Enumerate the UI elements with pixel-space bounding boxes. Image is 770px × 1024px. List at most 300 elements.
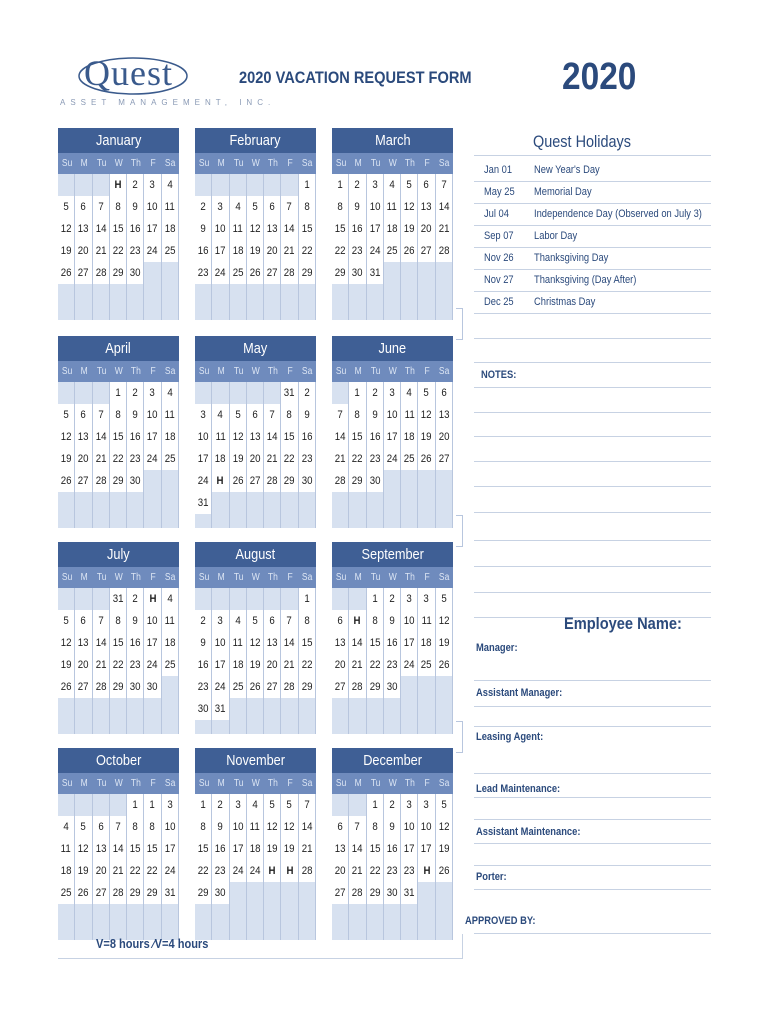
day-cell[interactable]: 4 <box>212 404 229 426</box>
day-cell[interactable]: 31 <box>281 382 298 404</box>
day-cell[interactable] <box>162 262 179 284</box>
day-cell[interactable]: 3 <box>212 196 229 218</box>
day-cell[interactable] <box>162 284 179 306</box>
day-cell[interactable]: H <box>212 470 229 492</box>
day-cell[interactable] <box>281 174 298 196</box>
day-cell[interactable]: 1 <box>367 794 384 816</box>
day-cell[interactable]: 21 <box>93 654 110 676</box>
day-cell[interactable]: 24 <box>401 654 418 676</box>
day-cell[interactable] <box>332 794 349 816</box>
day-cell[interactable]: 2 <box>384 794 401 816</box>
day-cell[interactable] <box>75 492 92 514</box>
day-cell[interactable]: 3 <box>144 174 161 196</box>
day-cell[interactable] <box>418 882 435 904</box>
day-cell[interactable]: 21 <box>264 448 281 470</box>
day-cell[interactable]: 21 <box>436 218 453 240</box>
day-cell[interactable]: 29 <box>367 882 384 904</box>
day-cell[interactable]: 15 <box>332 218 349 240</box>
day-cell[interactable] <box>332 698 349 720</box>
day-cell[interactable]: 30 <box>367 470 384 492</box>
day-cell[interactable] <box>212 284 229 306</box>
day-cell[interactable]: 24 <box>384 448 401 470</box>
day-cell[interactable]: 22 <box>332 240 349 262</box>
day-cell[interactable]: 15 <box>281 426 298 448</box>
day-cell[interactable] <box>299 882 316 904</box>
day-cell[interactable] <box>162 698 179 720</box>
day-cell[interactable]: 17 <box>144 632 161 654</box>
day-cell[interactable]: 26 <box>401 240 418 262</box>
day-cell[interactable]: 10 <box>144 610 161 632</box>
day-cell[interactable]: 10 <box>230 816 247 838</box>
day-cell[interactable]: 23 <box>401 860 418 882</box>
day-cell[interactable]: 31 <box>367 262 384 284</box>
day-cell[interactable]: 13 <box>75 426 92 448</box>
day-cell[interactable]: 22 <box>367 654 384 676</box>
day-cell[interactable]: 17 <box>384 426 401 448</box>
day-cell[interactable] <box>401 904 418 926</box>
day-cell[interactable]: 12 <box>58 632 75 654</box>
day-cell[interactable] <box>127 698 144 720</box>
day-cell[interactable]: 7 <box>349 816 366 838</box>
day-cell[interactable]: 21 <box>110 860 127 882</box>
day-cell[interactable]: 16 <box>127 426 144 448</box>
day-cell[interactable]: 28 <box>349 882 366 904</box>
day-cell[interactable]: 14 <box>93 426 110 448</box>
day-cell[interactable] <box>75 284 92 306</box>
day-cell[interactable]: 2 <box>367 382 384 404</box>
day-cell[interactable] <box>93 174 110 196</box>
day-cell[interactable] <box>418 262 435 284</box>
day-cell[interactable]: 9 <box>195 218 212 240</box>
day-cell[interactable]: 18 <box>401 426 418 448</box>
day-cell[interactable] <box>264 284 281 306</box>
day-cell[interactable]: 9 <box>299 404 316 426</box>
day-cell[interactable]: 6 <box>436 382 453 404</box>
day-cell[interactable] <box>75 904 92 926</box>
day-cell[interactable]: 15 <box>299 632 316 654</box>
day-cell[interactable]: 31 <box>110 588 127 610</box>
day-cell[interactable] <box>110 794 127 816</box>
day-cell[interactable]: 2 <box>195 196 212 218</box>
day-cell[interactable]: 24 <box>162 860 179 882</box>
day-cell[interactable]: 25 <box>162 240 179 262</box>
day-cell[interactable] <box>93 492 110 514</box>
day-cell[interactable] <box>401 676 418 698</box>
day-cell[interactable]: 20 <box>332 654 349 676</box>
day-cell[interactable]: 25 <box>418 654 435 676</box>
day-cell[interactable] <box>144 904 161 926</box>
day-cell[interactable] <box>367 904 384 926</box>
day-cell[interactable] <box>144 262 161 284</box>
day-cell[interactable]: 5 <box>401 174 418 196</box>
day-cell[interactable]: 8 <box>367 816 384 838</box>
day-cell[interactable]: 19 <box>58 240 75 262</box>
day-cell[interactable] <box>162 676 179 698</box>
day-cell[interactable]: 12 <box>264 816 281 838</box>
day-cell[interactable] <box>264 174 281 196</box>
day-cell[interactable]: 12 <box>436 816 453 838</box>
day-cell[interactable] <box>332 492 349 514</box>
day-cell[interactable]: 6 <box>247 404 264 426</box>
day-cell[interactable] <box>93 588 110 610</box>
day-cell[interactable]: 26 <box>58 262 75 284</box>
day-cell[interactable]: 25 <box>162 448 179 470</box>
day-cell[interactable]: 9 <box>127 196 144 218</box>
day-cell[interactable]: 1 <box>299 588 316 610</box>
day-cell[interactable]: 29 <box>281 470 298 492</box>
day-cell[interactable]: 13 <box>418 196 435 218</box>
day-cell[interactable]: 27 <box>436 448 453 470</box>
day-cell[interactable]: 25 <box>384 240 401 262</box>
day-cell[interactable]: 5 <box>58 196 75 218</box>
day-cell[interactable]: 28 <box>93 676 110 698</box>
day-cell[interactable]: 11 <box>162 404 179 426</box>
day-cell[interactable]: 30 <box>384 676 401 698</box>
day-cell[interactable] <box>349 698 366 720</box>
day-cell[interactable] <box>299 904 316 926</box>
day-cell[interactable]: 22 <box>195 860 212 882</box>
day-cell[interactable] <box>195 382 212 404</box>
day-cell[interactable]: 30 <box>127 676 144 698</box>
day-cell[interactable]: 17 <box>401 632 418 654</box>
day-cell[interactable]: 25 <box>401 448 418 470</box>
day-cell[interactable]: 24 <box>144 448 161 470</box>
day-cell[interactable] <box>127 904 144 926</box>
day-cell[interactable] <box>281 882 298 904</box>
day-cell[interactable] <box>230 904 247 926</box>
day-cell[interactable]: 14 <box>93 632 110 654</box>
day-cell[interactable]: 23 <box>367 448 384 470</box>
day-cell[interactable]: 23 <box>127 448 144 470</box>
day-cell[interactable]: 7 <box>281 196 298 218</box>
day-cell[interactable] <box>264 588 281 610</box>
day-cell[interactable]: 9 <box>195 632 212 654</box>
day-cell[interactable]: 26 <box>58 676 75 698</box>
day-cell[interactable]: 17 <box>144 218 161 240</box>
day-cell[interactable]: 11 <box>212 426 229 448</box>
day-cell[interactable]: 4 <box>162 382 179 404</box>
day-cell[interactable] <box>299 698 316 720</box>
day-cell[interactable] <box>58 698 75 720</box>
day-cell[interactable]: 14 <box>299 816 316 838</box>
day-cell[interactable]: 1 <box>195 794 212 816</box>
day-cell[interactable]: 29 <box>127 882 144 904</box>
day-cell[interactable]: 4 <box>58 816 75 838</box>
day-cell[interactable]: 9 <box>127 404 144 426</box>
day-cell[interactable]: 5 <box>58 404 75 426</box>
day-cell[interactable] <box>401 470 418 492</box>
day-cell[interactable] <box>418 904 435 926</box>
day-cell[interactable]: 8 <box>332 196 349 218</box>
day-cell[interactable]: 29 <box>332 262 349 284</box>
day-cell[interactable]: 20 <box>418 218 435 240</box>
day-cell[interactable]: 17 <box>195 448 212 470</box>
day-cell[interactable]: 8 <box>144 816 161 838</box>
day-cell[interactable]: 28 <box>281 676 298 698</box>
day-cell[interactable] <box>247 174 264 196</box>
day-cell[interactable]: 30 <box>212 882 229 904</box>
day-cell[interactable] <box>127 284 144 306</box>
day-cell[interactable]: 2 <box>127 174 144 196</box>
day-cell[interactable]: 19 <box>436 838 453 860</box>
day-cell[interactable] <box>58 284 75 306</box>
day-cell[interactable]: 4 <box>230 610 247 632</box>
day-cell[interactable] <box>349 492 366 514</box>
day-cell[interactable]: 15 <box>299 218 316 240</box>
day-cell[interactable] <box>436 284 453 306</box>
day-cell[interactable]: 6 <box>75 610 92 632</box>
day-cell[interactable]: 23 <box>127 240 144 262</box>
day-cell[interactable]: 19 <box>58 654 75 676</box>
day-cell[interactable]: 8 <box>110 196 127 218</box>
day-cell[interactable]: 24 <box>367 240 384 262</box>
day-cell[interactable]: 10 <box>384 404 401 426</box>
day-cell[interactable] <box>401 262 418 284</box>
day-cell[interactable]: 1 <box>349 382 366 404</box>
day-cell[interactable]: 6 <box>332 816 349 838</box>
day-cell[interactable]: 13 <box>332 632 349 654</box>
day-cell[interactable]: 17 <box>230 838 247 860</box>
day-cell[interactable]: 9 <box>367 404 384 426</box>
day-cell[interactable] <box>436 470 453 492</box>
day-cell[interactable]: 15 <box>127 838 144 860</box>
day-cell[interactable]: 29 <box>195 882 212 904</box>
day-cell[interactable] <box>212 492 229 514</box>
day-cell[interactable] <box>144 698 161 720</box>
day-cell[interactable]: 15 <box>110 218 127 240</box>
day-cell[interactable]: 10 <box>401 816 418 838</box>
day-cell[interactable]: 14 <box>110 838 127 860</box>
day-cell[interactable]: H <box>144 588 161 610</box>
day-cell[interactable]: 13 <box>75 632 92 654</box>
day-cell[interactable]: 3 <box>212 610 229 632</box>
day-cell[interactable]: 12 <box>247 632 264 654</box>
day-cell[interactable] <box>93 698 110 720</box>
day-cell[interactable] <box>436 262 453 284</box>
day-cell[interactable] <box>264 698 281 720</box>
day-cell[interactable]: 24 <box>247 860 264 882</box>
day-cell[interactable]: 5 <box>75 816 92 838</box>
day-cell[interactable]: 28 <box>281 262 298 284</box>
day-cell[interactable]: 17 <box>144 426 161 448</box>
day-cell[interactable] <box>299 284 316 306</box>
day-cell[interactable]: 23 <box>384 654 401 676</box>
day-cell[interactable]: 12 <box>436 610 453 632</box>
day-cell[interactable]: 5 <box>247 196 264 218</box>
day-cell[interactable] <box>212 904 229 926</box>
day-cell[interactable] <box>110 698 127 720</box>
day-cell[interactable] <box>58 904 75 926</box>
day-cell[interactable]: 6 <box>75 404 92 426</box>
day-cell[interactable]: 12 <box>418 404 435 426</box>
day-cell[interactable]: 17 <box>162 838 179 860</box>
day-cell[interactable]: 8 <box>195 816 212 838</box>
day-cell[interactable]: 25 <box>58 882 75 904</box>
day-cell[interactable]: 8 <box>367 610 384 632</box>
day-cell[interactable] <box>127 492 144 514</box>
day-cell[interactable]: 15 <box>367 838 384 860</box>
day-cell[interactable]: 18 <box>162 218 179 240</box>
day-cell[interactable]: 13 <box>93 838 110 860</box>
day-cell[interactable]: 20 <box>75 448 92 470</box>
day-cell[interactable]: 5 <box>230 404 247 426</box>
day-cell[interactable]: 7 <box>93 404 110 426</box>
day-cell[interactable] <box>75 382 92 404</box>
day-cell[interactable] <box>110 904 127 926</box>
day-cell[interactable]: 9 <box>384 610 401 632</box>
day-cell[interactable]: 21 <box>281 240 298 262</box>
day-cell[interactable]: 6 <box>264 196 281 218</box>
day-cell[interactable]: 21 <box>332 448 349 470</box>
day-cell[interactable]: 16 <box>195 240 212 262</box>
day-cell[interactable]: 22 <box>144 860 161 882</box>
day-cell[interactable]: 24 <box>195 470 212 492</box>
day-cell[interactable] <box>349 588 366 610</box>
day-cell[interactable]: 26 <box>247 676 264 698</box>
day-cell[interactable]: 2 <box>127 588 144 610</box>
day-cell[interactable]: 12 <box>401 196 418 218</box>
day-cell[interactable]: 1 <box>299 174 316 196</box>
day-cell[interactable]: 14 <box>281 632 298 654</box>
day-cell[interactable] <box>436 904 453 926</box>
day-cell[interactable]: 17 <box>367 218 384 240</box>
day-cell[interactable] <box>281 698 298 720</box>
day-cell[interactable]: 6 <box>332 610 349 632</box>
day-cell[interactable]: 27 <box>264 676 281 698</box>
day-cell[interactable] <box>247 698 264 720</box>
day-cell[interactable]: 12 <box>230 426 247 448</box>
day-cell[interactable]: 14 <box>436 196 453 218</box>
day-cell[interactable]: 22 <box>110 240 127 262</box>
day-cell[interactable] <box>212 174 229 196</box>
day-cell[interactable]: 8 <box>110 610 127 632</box>
day-cell[interactable]: 29 <box>367 676 384 698</box>
day-cell[interactable]: 20 <box>264 654 281 676</box>
day-cell[interactable] <box>230 492 247 514</box>
day-cell[interactable]: 4 <box>384 174 401 196</box>
day-cell[interactable]: 20 <box>247 448 264 470</box>
day-cell[interactable] <box>418 676 435 698</box>
day-cell[interactable]: 29 <box>299 676 316 698</box>
day-cell[interactable]: 11 <box>230 218 247 240</box>
day-cell[interactable] <box>436 698 453 720</box>
day-cell[interactable]: 23 <box>212 860 229 882</box>
day-cell[interactable]: 19 <box>247 654 264 676</box>
day-cell[interactable]: 29 <box>110 470 127 492</box>
day-cell[interactable]: 18 <box>58 860 75 882</box>
day-cell[interactable]: 22 <box>299 654 316 676</box>
day-cell[interactable]: 14 <box>349 632 366 654</box>
day-cell[interactable]: 17 <box>418 838 435 860</box>
day-cell[interactable]: 19 <box>75 860 92 882</box>
day-cell[interactable] <box>384 492 401 514</box>
day-cell[interactable]: 28 <box>93 470 110 492</box>
day-cell[interactable] <box>75 794 92 816</box>
day-cell[interactable] <box>230 698 247 720</box>
day-cell[interactable]: 27 <box>332 882 349 904</box>
day-cell[interactable] <box>332 284 349 306</box>
day-cell[interactable] <box>75 588 92 610</box>
day-cell[interactable]: 27 <box>75 262 92 284</box>
day-cell[interactable]: 1 <box>127 794 144 816</box>
day-cell[interactable]: 31 <box>401 882 418 904</box>
day-cell[interactable] <box>58 794 75 816</box>
day-cell[interactable] <box>299 492 316 514</box>
day-cell[interactable]: 10 <box>162 816 179 838</box>
day-cell[interactable]: 25 <box>162 654 179 676</box>
day-cell[interactable]: 8 <box>299 610 316 632</box>
day-cell[interactable]: 29 <box>299 262 316 284</box>
day-cell[interactable]: 22 <box>349 448 366 470</box>
day-cell[interactable]: 10 <box>418 816 435 838</box>
day-cell[interactable]: 19 <box>281 838 298 860</box>
day-cell[interactable]: 26 <box>418 448 435 470</box>
day-cell[interactable]: 13 <box>264 218 281 240</box>
day-cell[interactable]: 26 <box>436 860 453 882</box>
day-cell[interactable] <box>418 698 435 720</box>
day-cell[interactable] <box>212 588 229 610</box>
day-cell[interactable] <box>332 382 349 404</box>
day-cell[interactable]: 6 <box>93 816 110 838</box>
day-cell[interactable]: 18 <box>162 632 179 654</box>
day-cell[interactable]: 15 <box>367 632 384 654</box>
day-cell[interactable] <box>75 174 92 196</box>
day-cell[interactable]: 4 <box>162 588 179 610</box>
day-cell[interactable] <box>367 492 384 514</box>
day-cell[interactable] <box>367 284 384 306</box>
day-cell[interactable] <box>162 904 179 926</box>
day-cell[interactable]: 15 <box>110 426 127 448</box>
day-cell[interactable]: 27 <box>418 240 435 262</box>
day-cell[interactable]: 10 <box>212 218 229 240</box>
day-cell[interactable] <box>58 174 75 196</box>
day-cell[interactable] <box>384 262 401 284</box>
day-cell[interactable]: 5 <box>264 794 281 816</box>
day-cell[interactable]: 19 <box>436 632 453 654</box>
day-cell[interactable]: 20 <box>93 860 110 882</box>
day-cell[interactable]: 18 <box>212 448 229 470</box>
day-cell[interactable]: 11 <box>162 196 179 218</box>
day-cell[interactable] <box>58 588 75 610</box>
day-cell[interactable] <box>349 284 366 306</box>
day-cell[interactable]: 5 <box>436 588 453 610</box>
day-cell[interactable]: 27 <box>247 470 264 492</box>
day-cell[interactable]: 11 <box>384 196 401 218</box>
day-cell[interactable]: 9 <box>349 196 366 218</box>
day-cell[interactable]: 7 <box>436 174 453 196</box>
day-cell[interactable]: 26 <box>436 654 453 676</box>
day-cell[interactable] <box>230 882 247 904</box>
day-cell[interactable] <box>58 382 75 404</box>
day-cell[interactable] <box>281 588 298 610</box>
day-cell[interactable] <box>418 470 435 492</box>
day-cell[interactable] <box>264 904 281 926</box>
day-cell[interactable]: 14 <box>281 218 298 240</box>
day-cell[interactable]: 1 <box>110 382 127 404</box>
day-cell[interactable]: 26 <box>230 470 247 492</box>
day-cell[interactable]: 28 <box>110 882 127 904</box>
day-cell[interactable] <box>332 904 349 926</box>
day-cell[interactable] <box>247 904 264 926</box>
day-cell[interactable]: 17 <box>212 654 229 676</box>
day-cell[interactable]: 27 <box>75 470 92 492</box>
day-cell[interactable]: 3 <box>367 174 384 196</box>
day-cell[interactable]: 3 <box>162 794 179 816</box>
day-cell[interactable]: 8 <box>281 404 298 426</box>
day-cell[interactable]: 19 <box>418 426 435 448</box>
day-cell[interactable]: 24 <box>230 860 247 882</box>
day-cell[interactable] <box>230 174 247 196</box>
